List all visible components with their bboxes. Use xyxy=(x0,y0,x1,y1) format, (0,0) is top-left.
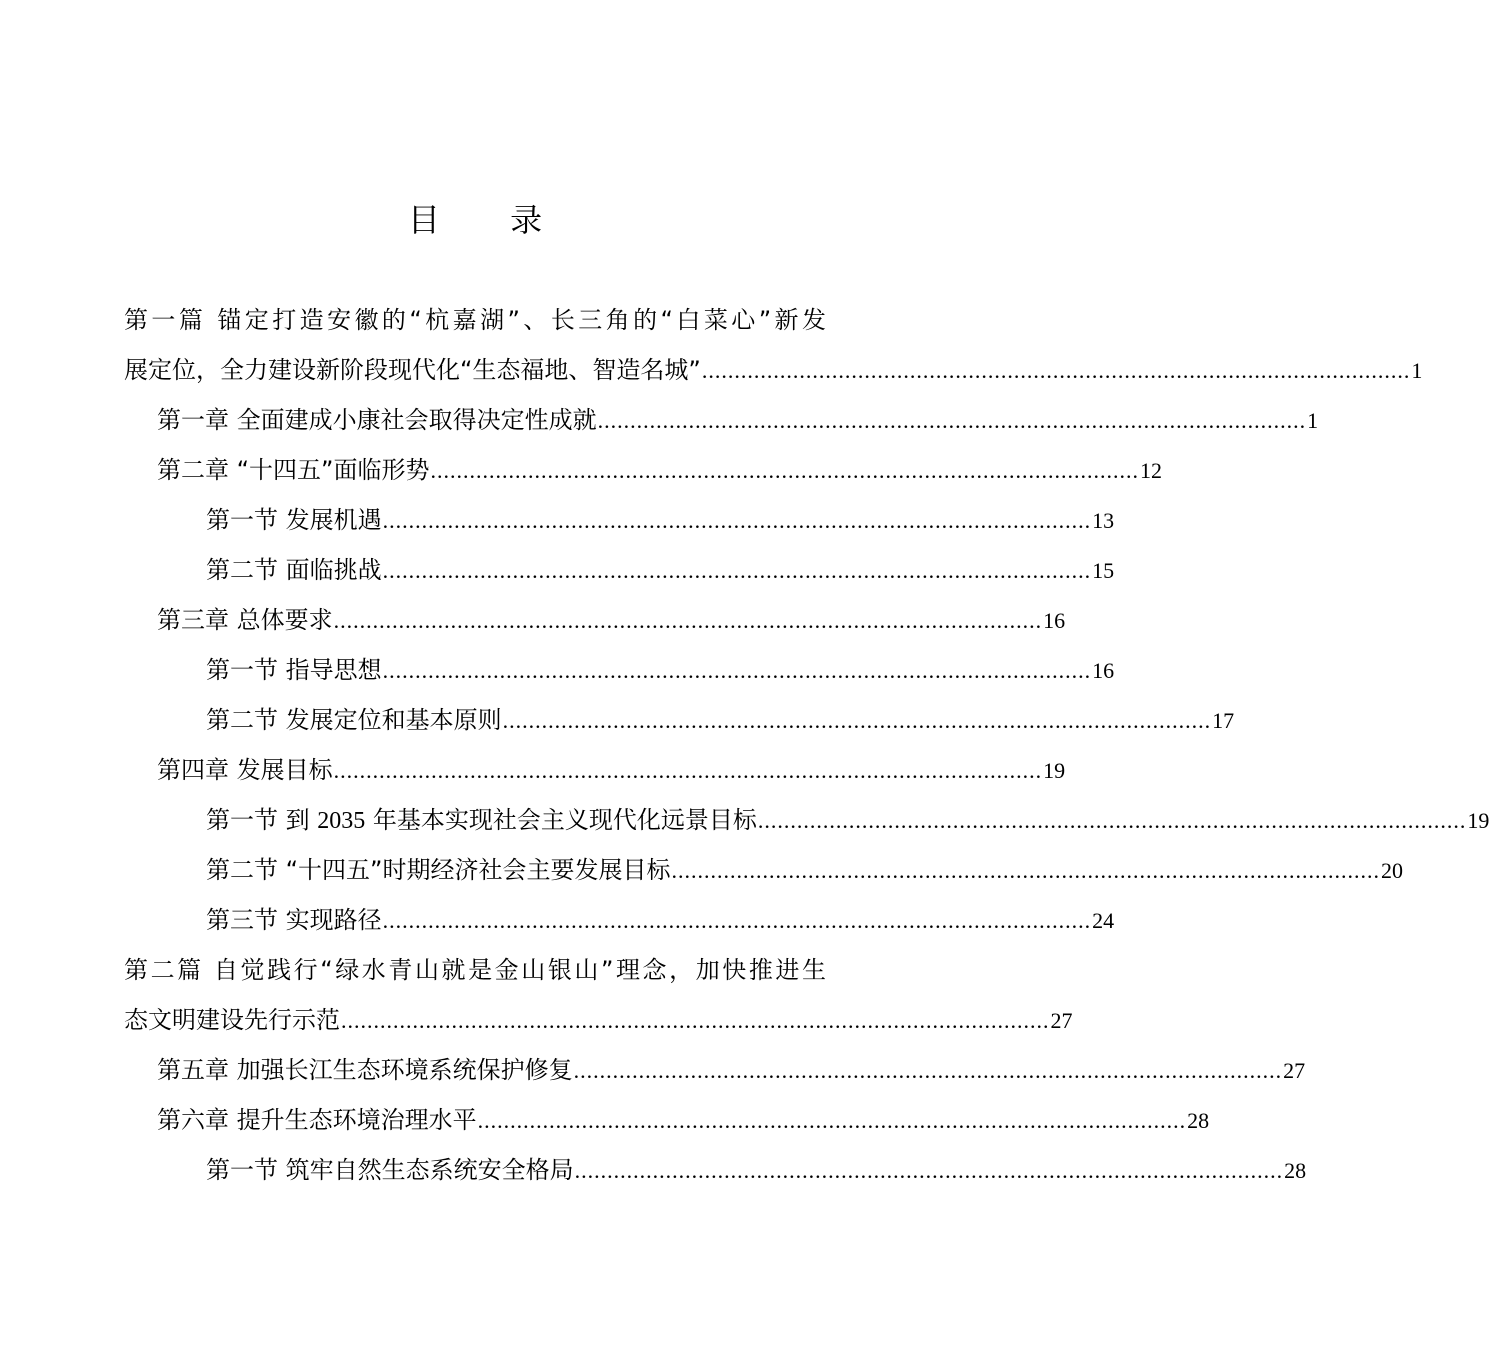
toc-part1-line1[interactable]: 第一篇 锚定打造安徽的“杭嘉湖”、长三角的“白菜心”新发 xyxy=(124,306,826,334)
toc-label: 第三章 总体要求 xyxy=(157,606,333,634)
toc-part2-line2: 态文明建设先行示范 xyxy=(124,1006,340,1034)
leader-dots: ............................................................................................................. xyxy=(502,708,1212,733)
toc-label: 第一节 发展机遇 xyxy=(206,506,382,534)
toc-label: 第三节 实现路径 xyxy=(206,906,382,934)
toc-chapter-4-section-1[interactable] xyxy=(206,800,1489,840)
leader-dots: ............................................................................................................. xyxy=(671,858,1380,883)
page-number: 24 xyxy=(1092,908,1115,933)
toc-chapter-4-section-3[interactable] xyxy=(206,900,1115,940)
page-number: 28 xyxy=(1187,1108,1210,1133)
leader-dots: ............................................................................................................. xyxy=(701,358,1411,383)
toc-label-part: 第一节 到 xyxy=(206,806,318,834)
toc-label: 第二节 发展定位和基本原则 xyxy=(206,706,502,734)
page-number: 1 xyxy=(1411,358,1423,383)
toc-label: 第一节 筑牢自然生态系统安全格局 xyxy=(206,1156,574,1184)
page-number: 1 xyxy=(1307,408,1319,433)
toc-part2-line1[interactable]: 第二篇 自觉践行“绿水青山就是金山银山”理念，加快推进生 xyxy=(124,956,826,984)
page-number: 16 xyxy=(1043,608,1066,633)
leader-dots: ............................................................................................................. xyxy=(574,1158,1284,1183)
leader-dots: ............................................................................................................. xyxy=(597,408,1307,433)
leader-dots: ............................................................................................................. xyxy=(382,658,1092,683)
page-number: 19 xyxy=(1043,758,1066,783)
toc-label: 第六章 提升生态环境治理水平 xyxy=(157,1106,477,1134)
toc-chapter-1[interactable] xyxy=(157,400,1319,440)
leader-dots: ............................................................................................................. xyxy=(382,558,1092,583)
leader-dots: ............................................................................................................. xyxy=(477,1108,1187,1133)
toc-chapter-3[interactable] xyxy=(157,600,1066,640)
toc-chapter-6[interactable] xyxy=(157,1100,1210,1140)
page-number: 17 xyxy=(1212,708,1235,733)
toc-chapter-6-section-1[interactable] xyxy=(206,1150,1307,1190)
toc-chapter-5[interactable] xyxy=(157,1050,1306,1090)
page-number: 27 xyxy=(1283,1058,1306,1083)
leader-dots: ............................................................................................................. xyxy=(430,458,1139,483)
page-number: 16 xyxy=(1092,658,1115,683)
leader-dots: ............................................................................................................. xyxy=(333,608,1043,633)
toc-part1[interactable] xyxy=(124,350,1423,390)
toc-part1-line2: 展定位，全力建设新阶段现代化“生态福地、智造名城” xyxy=(124,356,701,384)
page-number: 20 xyxy=(1381,858,1403,883)
toc-chapter-2[interactable] xyxy=(157,450,1162,490)
page-number: 15 xyxy=(1092,558,1115,583)
toc-chapter-4-section-2[interactable] xyxy=(206,850,1403,890)
toc-chapter-3-section-1[interactable] xyxy=(206,650,1115,690)
toc-label: 第二节 “十四五”时期经济社会主要发展目标 xyxy=(206,856,671,884)
toc-part2[interactable] xyxy=(124,1000,1073,1040)
page-title: 目 录 xyxy=(407,201,573,239)
leader-dots: ............................................................................................................. xyxy=(382,908,1092,933)
toc-chapter-2-section-1[interactable] xyxy=(206,500,1115,540)
toc-chapter-4[interactable] xyxy=(157,750,1066,790)
page-number: 13 xyxy=(1092,508,1115,533)
leader-dots: ............................................................................................................. xyxy=(341,1008,1050,1033)
leader-dots: ............................................................................................................. xyxy=(757,808,1467,833)
toc-year: 2035 xyxy=(317,808,366,834)
page-number: 27 xyxy=(1050,1008,1073,1033)
toc-label: 第一章 全面建成小康社会取得决定性成就 xyxy=(157,406,597,434)
toc-label xyxy=(206,800,757,841)
toc-label: 第二节 面临挑战 xyxy=(206,556,382,584)
leader-dots: ............................................................................................................. xyxy=(333,758,1043,783)
toc-chapter-3-section-2[interactable] xyxy=(206,700,1235,740)
toc-label-part: 年基本实现社会主义现代化远景目标 xyxy=(365,806,757,834)
toc-label: 第一节 指导思想 xyxy=(206,656,382,684)
page-number: 19 xyxy=(1467,808,1489,833)
leader-dots: ............................................................................................................. xyxy=(573,1058,1283,1083)
toc-label: 第四章 发展目标 xyxy=(157,756,333,784)
toc-label: 第二章 “十四五”面临形势 xyxy=(157,456,430,484)
toc-chapter-2-section-2[interactable] xyxy=(206,550,1115,590)
leader-dots: ............................................................................................................. xyxy=(382,508,1092,533)
page-number: 28 xyxy=(1284,1158,1307,1183)
page-number: 12 xyxy=(1140,458,1162,483)
toc-label: 第五章 加强长江生态环境系统保护修复 xyxy=(157,1056,573,1084)
